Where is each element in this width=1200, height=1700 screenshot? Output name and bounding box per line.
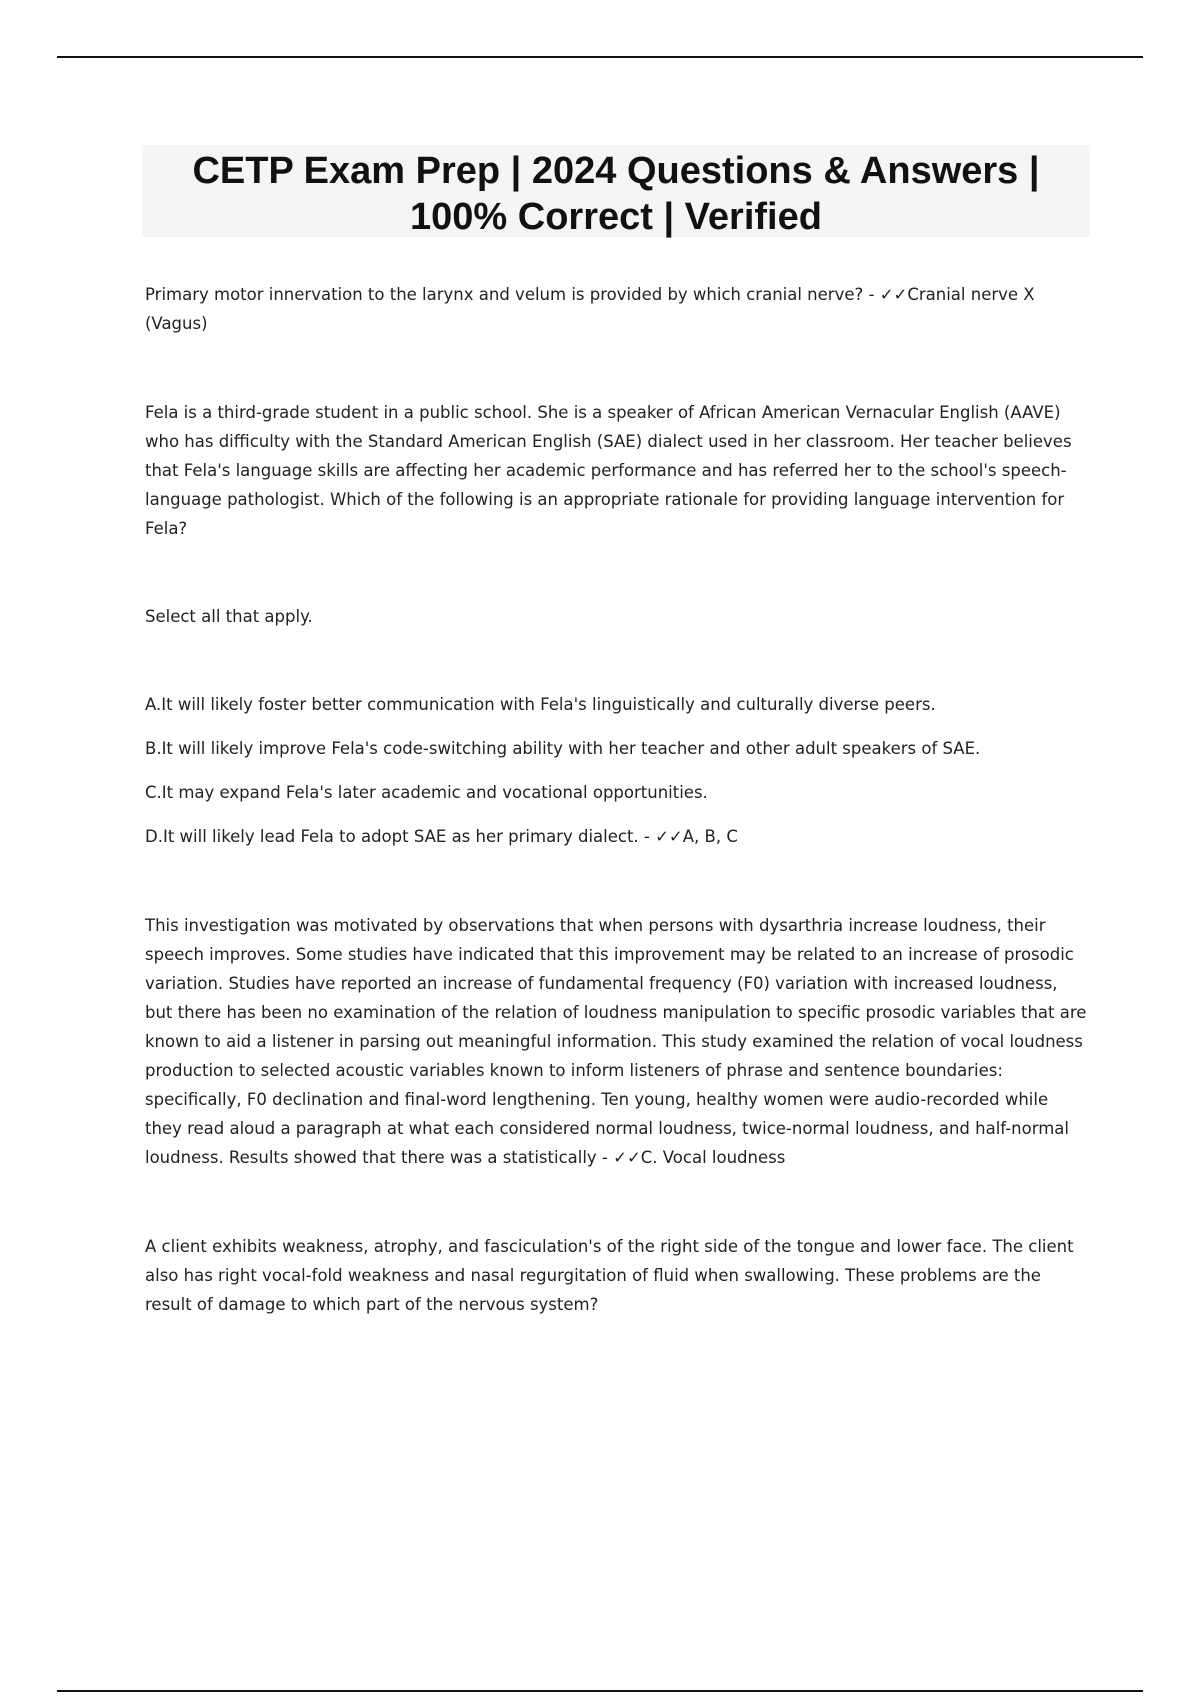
select-all-instruction: Select all that apply. bbox=[145, 607, 313, 626]
top-divider bbox=[57, 56, 1143, 58]
document-title: CETP Exam Prep | 2024 Questions & Answers | 100% Correct | Verified bbox=[192, 150, 1040, 238]
document-body bbox=[145, 280, 1090, 1319]
question-4: A client exhibits weakness, atrophy, and fasciculation's of the right side of the tongue and lower face. The client also has right vocal-fold weakness and nasal regurgitation of fluid when swallowing. These problems are the result of damage to which part of the nervous system? bbox=[145, 1237, 1074, 1314]
option-d: D.It will likely lead Fela to adopt SAE as her primary dialect. - ✓✓A, B, C bbox=[145, 827, 738, 846]
bottom-divider bbox=[57, 1690, 1143, 1692]
question-3: This investigation was motivated by observations that when persons with dysarthria increase loudness, their speech improves. Some studies have indicated that this improvement may be related to an increase of prosodic variation. Studies have reported an increase of fundamental frequency (F0) variation with increased loudness, but there has been no examination of the relation of loudness manipulation to specific prosodic variables that are known to aid a listener in parsing out meaningful information. This study examined the relation of vocal loudness production to selected acoustic variables known to inform listeners of phrase and sentence boundaries: specifically, F0 declination and final-word lengthening. Ten young, healthy women were audio-recorded while they read aloud a paragraph at what each considered normal loudness, twice-normal loudness, and half-normal loudness. Results showed that there was a statistically - ✓✓C. Vocal loudness bbox=[145, 916, 1087, 1167]
answer-options bbox=[145, 690, 1090, 851]
option-c: C.It may expand Fela's later academic and vocational opportunities. bbox=[145, 783, 708, 802]
question-1: Primary motor innervation to the larynx and velum is provided by which cranial nerve? - ✓✓Cranial nerve X (Vagus) bbox=[145, 285, 1035, 333]
option-a: A.It will likely foster better communication with Fela's linguistically and culturally diverse peers. bbox=[145, 695, 936, 714]
option-b: B.It will likely improve Fela's code-switching ability with her teacher and other adult speakers of SAE. bbox=[145, 739, 981, 758]
title-banner bbox=[142, 145, 1090, 237]
question-2: Fela is a third-grade student in a public school. She is a speaker of African American Vernacular English (AAVE) who has difficulty with the Standard American English (SAE) dialect used in her classroom. Her teacher believes that Fela's language skills are affecting her academic performance and has referred her to the school's speech-language pathologist. Which of the following is an appropriate rationale for providing language intervention for Fela? bbox=[145, 403, 1072, 538]
